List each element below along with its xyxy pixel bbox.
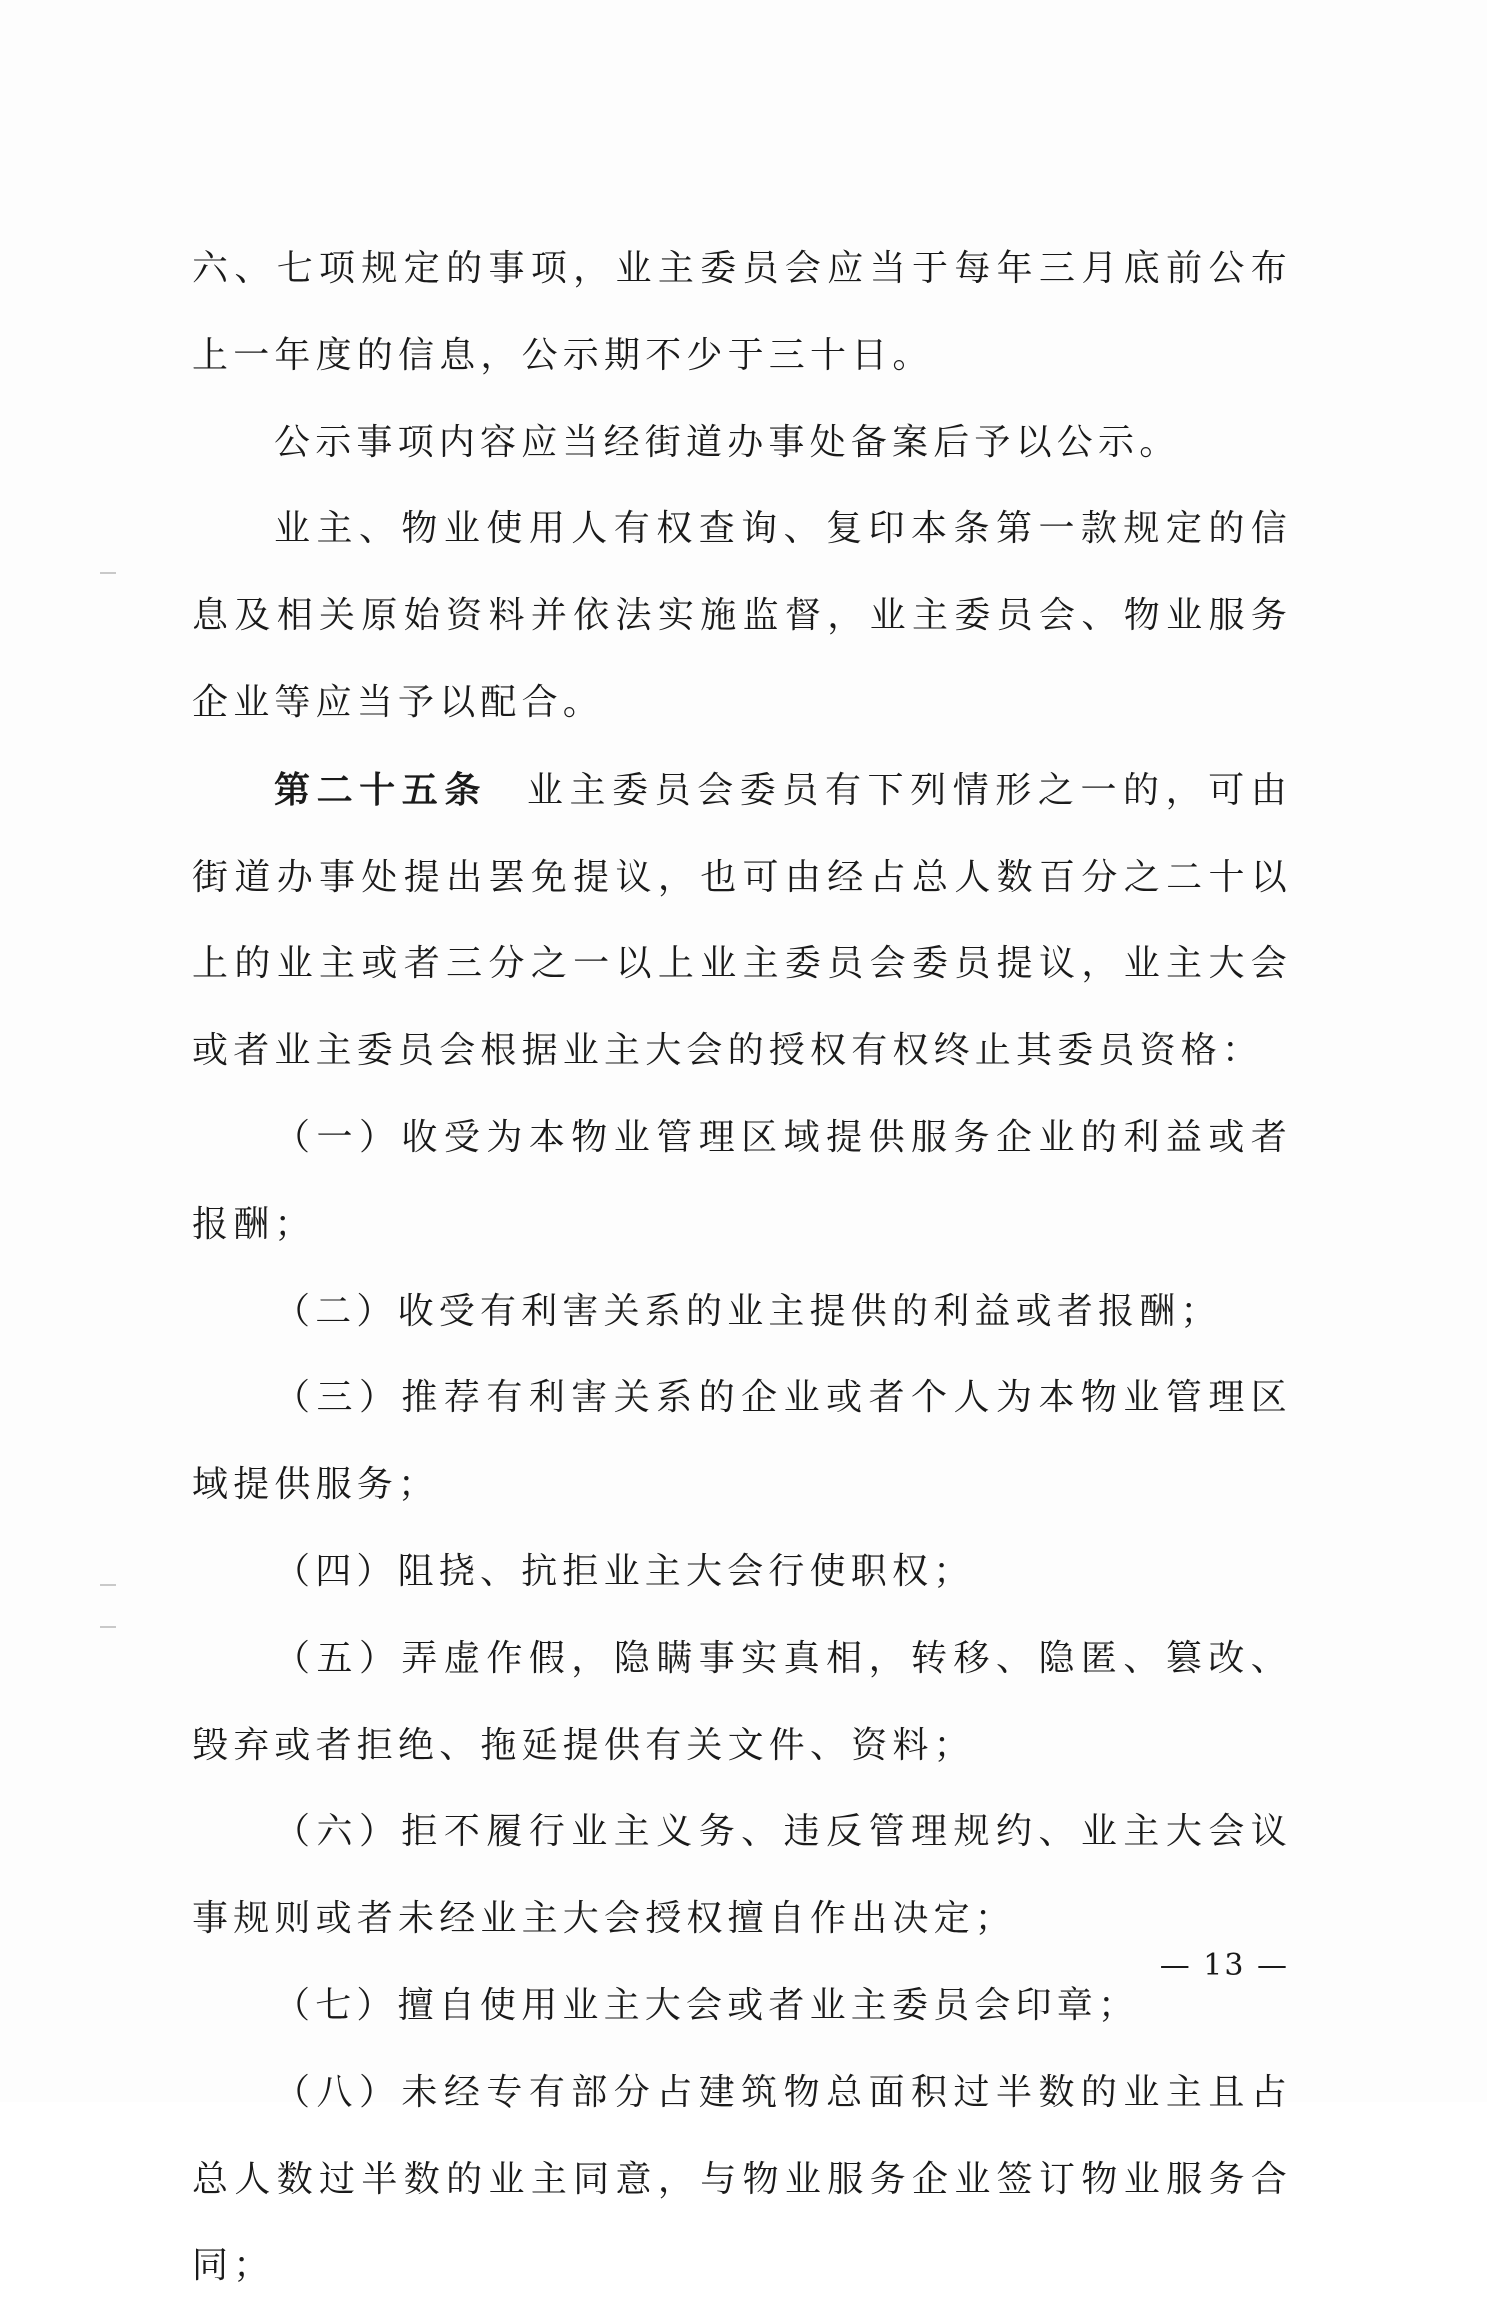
scan-artifact-mark (100, 1584, 116, 1586)
body-text (192, 226, 1292, 2310)
article-25 (192, 747, 1292, 1095)
page-number: — 13 — (1159, 1948, 1289, 1983)
list-item: （四）阻挠、抗拒业主大会行使职权； (274, 1550, 975, 1592)
paragraph-continuation: 六、七项规定的事项，业主委员会应当于每年三月底前公布上一年度的信息，公示期不少于三十日。 (192, 248, 1292, 376)
list-item: （六）拒不履行业主义务、违反管理规约、业主大会议事规则或者未经业主大会授权擅自作出决定； (192, 1811, 1292, 1940)
list-item: （一）收受为本物业管理区域提供服务企业的利益或者报酬； (192, 1116, 1292, 1245)
paragraph-inspection-rights: 业主、物业使用人有权查询、复印本条第一款规定的信息及相关原始资料并依法实施监督，业主委员会、物业服务企业等应当予以配合。 (192, 508, 1292, 723)
list-item: （二）收受有利害关系的业主提供的利益或者报酬； (274, 1290, 1222, 1332)
scan-artifact-mark (100, 1626, 116, 1628)
article-body: 业主委员会委员有下列情形之一的，可由街道办事处提出罢免提议，也可由经占总人数百分之二十以上的业主或者三分之一以上业主委员会委员提议，业主大会或者业主委员会根据业主大会的授权有权终止其委员资格： (192, 769, 1292, 1072)
scan-artifact-mark (100, 572, 116, 574)
article-heading: 第二十五条 (274, 768, 487, 811)
list-item: （八）未经专有部分占建筑物总面积过半数的业主且占总人数过半数的业主同意，与物业服务企业签订物业服务合同； (192, 2071, 1292, 2287)
list-item: （五）弄虚作假，隐瞒事实真相，转移、隐匿、篡改、毁弃或者拒绝、拖延提供有关文件、资料； (192, 1637, 1292, 1766)
list-item: （七）擅自使用业主大会或者业主委员会印章； (274, 1984, 1140, 2026)
paragraph-filing: 公示事项内容应当经街道办事处备案后予以公示。 (274, 421, 1181, 463)
list-item: （三）推荐有利害关系的企业或者个人为本物业管理区域提供服务； (192, 1377, 1292, 1506)
